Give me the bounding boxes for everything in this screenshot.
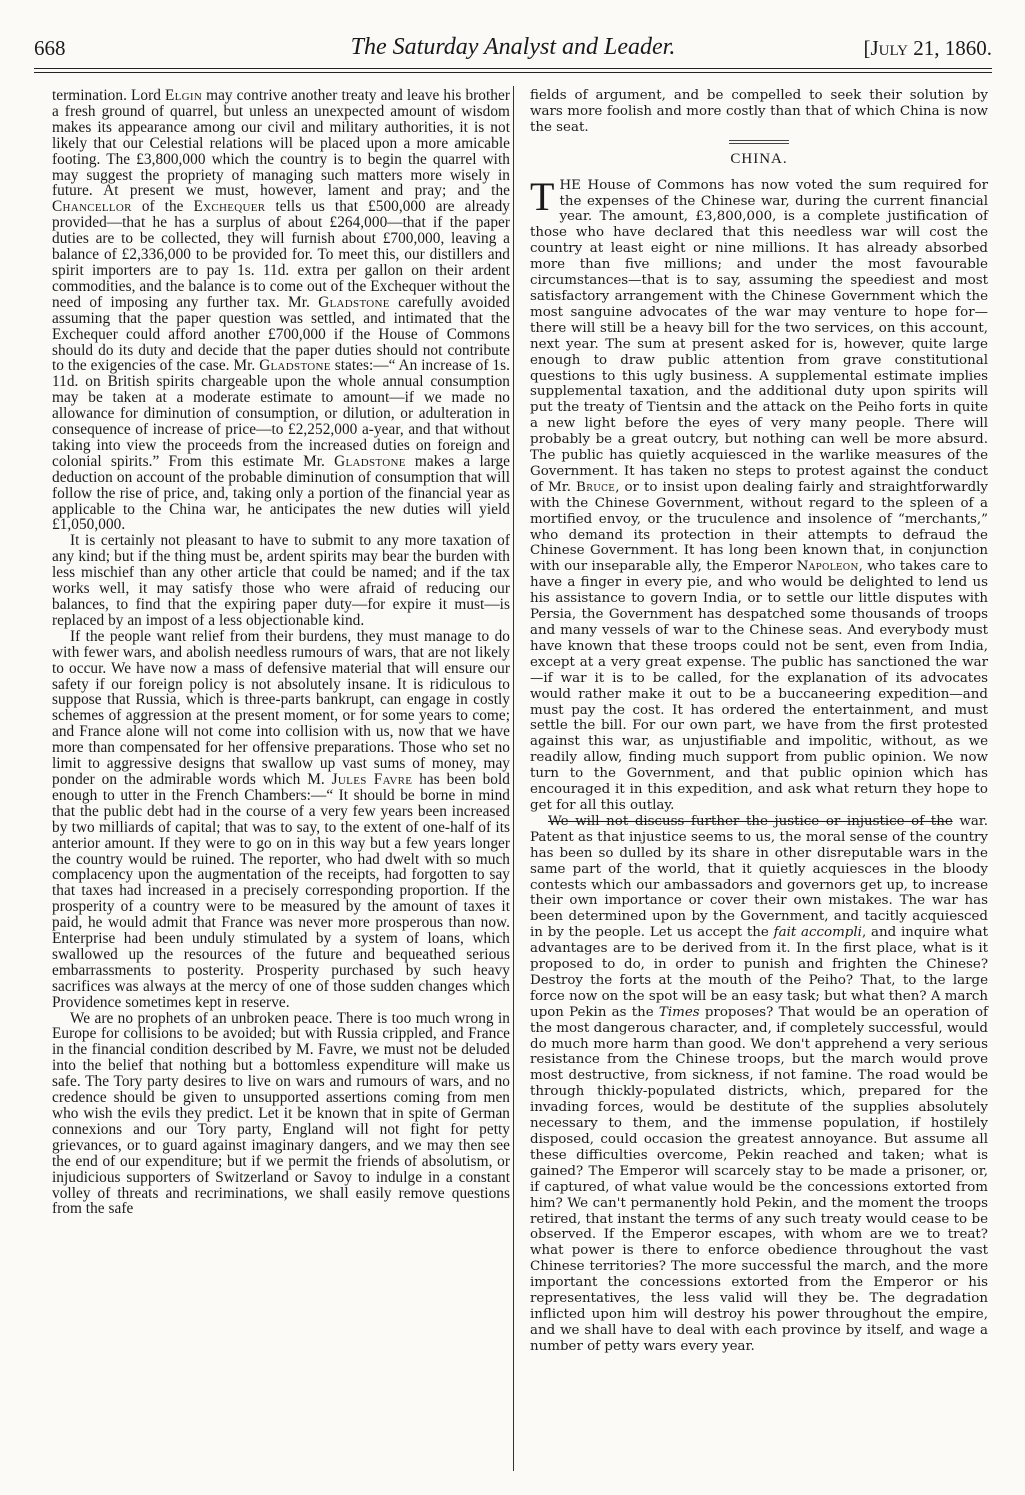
header-rule <box>34 68 992 69</box>
section-ornament <box>729 140 789 144</box>
paragraph: fields of argument, and be compelled to seek their solution by wars more foolish and more costly than that of which China is now the seat. <box>530 88 988 135</box>
paragraph: It is certainly not pleasant to have to submit to any more taxation of any kind; but if the thing must be, ardent spirits may bear the burden with less mischief than any other article that could be named; and if the tax works well, it may satisfy those who were afraid of reducing our balances, to find that the expiring paper duty—for expire it must—is replaced by an impost of a less objectionable kind. <box>52 532 510 629</box>
issue-date: [July 21, 1860. <box>863 36 992 60</box>
section-title: CHINA. <box>730 150 788 167</box>
left-column <box>52 88 510 1217</box>
drop-cap: T <box>530 173 555 219</box>
paragraph: THE House of Commons has now voted the sum required for the expenses of the Chinese war, during the current financial year. The amount, £3,800,000, is a complete justification of those who have declared that this needless war will cost the country at least eight or nine millions. It has already absorbed more than five millions; and under the most favourable circumstances—that is to say, assuming the speediest and most satisfactory arrangement with the Chinese Government which the most sanguine advocates of the war may venture to hope for—there will still be a heavy bill for the two services, on this account, next year. The sum at present asked for is, however, quite large enough to draw public attention from grave constitutional questions to this ugly business. A supplemental estimate implies supplemental taxation, and the additional duty upon spirits will put the treaty of Tientsin and the attack on the Peiho forts in quite a new light before the eyes of very many people. There will probably be a great outcry, but nothing can well be more absurd. The public has quietly acquiesced in the warlike measures of the Government. It has taken no steps to protest against the conduct of Mr. Bruce, or to insist upon dealing fairly and straightforwardly with the Chinese Government, without regard to the spleen of a mortified envoy, or the truculence and insolence of “merchants,” who demand its protection in their attempts to defraud the Chinese Government. It has long been known that, in conjunction with our inseparable ally, the Emperor Napoleon, who takes care to have a finger in every pie, and who would be delighted to lend us his assistance to govern India, or to settle our little disputes with Persia, the Government has despatched some thousands of troops and many vessels of war to the Chinese seas. And everybody must have known that these troops could not be sent, even from India, except at a very great expense. The public has sanctioned the war—if war it is to be called, for the explanation of its advocates would rather make it out to be a buccaneering expedition—and must pay the cost. It has ordered the entertainment, and must settle the bill. For our own part, we have from the first protested against this war, as unjustifiable and impolitic, without, as we readily allow, finding much support from public opinion. We now turn to the Government, and that public opinion which has encouraged it in this expedition, and ask what return they hope to get for all this outlay. <box>530 173 988 813</box>
name-elgin: Elgin <box>164 87 203 104</box>
right-column <box>530 88 988 1355</box>
page-header <box>34 34 992 66</box>
paragraph: We are no prophets of an unbroken peace. There is too much wrong in Europe for collisions to be avoided; but with Russia crippled, and France in the financial condition described by M. Favre, we must not be deluded into the belief that nothing but a bottomless expenditure will make us safe. The Tory party desires to live on wars and rumours of wars, and no credence should be given to unsupported assertions coming from men who wish the evils they predict. Let it be known that in spite of German connexions and our Tory party, England will not fight for petty grievances, or to guard against imaginary dangers, and we may then see the end of our expenditure; but if we permit the friends of absolutism, or injudicious supporters of Switzerland or Savoy to indulge in a constant volley of threats and recriminations, we shall easily remove questions from the safe <box>52 1009 510 1218</box>
paragraph: termination. Lord Elgin may contrive another treaty and leave his brother a fresh ground of quarrel, but unless an unexpected amount of wisdom makes its appearance among our civil and military authorities, it is not likely that our Celestial relations will be placed upon a more amicable footing. The £3,800,000 which the country is to begin the quarrel with may suggest the propriety of managing such matters more wisely in future. At present we must, however, lament and pray; and the Chancellor of the Exchequer tells us that £500,000 are already provided—that he has a surplus of about £264,000—that if the paper duties are to be collected, they will furnish about £700,000, leaving a balance of £2,336,000 to be provided for. To meet this, our distillers and spirit importers are to pay 1s. 11d. extra per gallon on their ardent commodities, and the balance is to come out of the Exchequer without the need of imposing any further tax. Mr. Gladstone carefully avoided assuming that the paper question was settled, and intimated that the Exchequer could afford another £700,000 if the House of Commons should do its duty and decide that the paper duties should not contribute to the exigencies of the case. Mr. Gladstone states:—“ An increase of 1s. 11d. on British spirits chargeable upon the whole annual consumption may be taken at a moderate estimate to amount—if we made no allowance for diminution of consumption, or dilution, or adulteration in consequence of increase of price—to £2,252,000 a-year, and that without taking into view the proceeds from the increased duties on foreign and colonial spirits.” From this estimate Mr. Gladstone makes a large deduction on account of the probable diminution of consumption that will follow the rise of price, and, taking only a portion of the financial year as applicable to the China war, he anticipates the new duties will yield £1,050,000. <box>52 87 511 534</box>
publication-title: The Saturday Analyst and Leader. <box>350 34 676 60</box>
column-divider <box>513 86 514 1471</box>
paragraph: If the people want relief from their burdens, they must manage to do with fewer wars, and abolish needless rumours of wars, that are not likely to occur. We have now a mass of defensive material that will ensure our safety if our foreign policy is not absolutely insane. It is ridiculous to suppose that Russia, which is three-parts bankrupt, can engage in costly schemes of aggression at the present moment, or for some years to come; and France alone will not come into collision with us, now that we have more than compensated for her offensive preparations. Those who set no limit to aggressive designs that swallow up vast sums of money, may ponder on the admirable words which M. Jules Favre has been bold enough to utter in the French Chambers:—“ It should be borne in mind that the public debt had in the course of a very few years been increased by two milliards of capital; that was to say, to the extent of one-half of its anterior amount. If they were to go on in this way but a few years longer the country would be ruined. The reporter, who had dwelt with so much complacency upon the augmentation of the receipts, had forgotten to say that taxes had increased in a precisely corresponding proportion. If the prosperity of a country were to be measured by the amount of taxes it paid, he would admit that France was never more prosperous than now. Enterprise had been unduly stimulated by a system of loans, which swallowed up the resources of the future and bequeathed serious embarrassments to posterity. Prosperity purchased by such heavy sacrifices was always at the mercy of one of those sudden changes which Providence sometimes kept in reserve. <box>52 627 510 1011</box>
page-number: 668 <box>34 36 66 60</box>
header-rule-thin <box>34 72 992 73</box>
paragraph: We will not discuss further the justice or injustice of the war. Patent as that injustice seems to us, the moral sense of the country has been so dulled by its share in other disreputable wars in the same part of the world, that it quietly acquiesces in the bloody contests which our ambassadors and governors get up, to increase their own importance or cover their own mistakes. The war has been determined upon by the Government, and tacitly acquiesced in by the people. Let us accept the fait accompli, and inquire what advantages are to be derived from it. In the first place, what is it proposed to do, in order to punish and frighten the Chinese? Destroy the forts at the mouth of the Peiho? That, to the large force now on the spot will be an easy task; but what then? A march upon Pekin as the Times proposes? That would be an operation of the most dangerous character, and, if completely successful, would do much more harm than good. We don't apprehend a very serious resistance from the Chinese troops, but the march would prove most destructive, from sickness, if not famine. The road would be through thickly-populated districts, which, prepared for the invading forces, would be destitute of the supplies absolutely necessary to them, and the immense population, if hostilely disposed, could occasion the greatest annoyance. But assume all these difficulties overcome, Pekin reached and taken; what is gained? The Emperor will scarcely stay to be made a prisoner, or, if captured, of what value would be the concessions extorted from him? We can't permanently hold Pekin, and the moment the troops retired, that instant the terms of any such treaty would cease to be observed. If the Emperor escapes, with whom are we to treat? what power is there to enforce obedience throughout the vast Chinese territories? The more successful the march, and the more important the concessions extorted from the Emperor or his representatives, the less valid will they be. The degradation inflicted upon him will destroy his power throughout the empire, and we shall have to deal with each province by itself, and wage a number of petty wars every year. <box>530 813 989 1354</box>
